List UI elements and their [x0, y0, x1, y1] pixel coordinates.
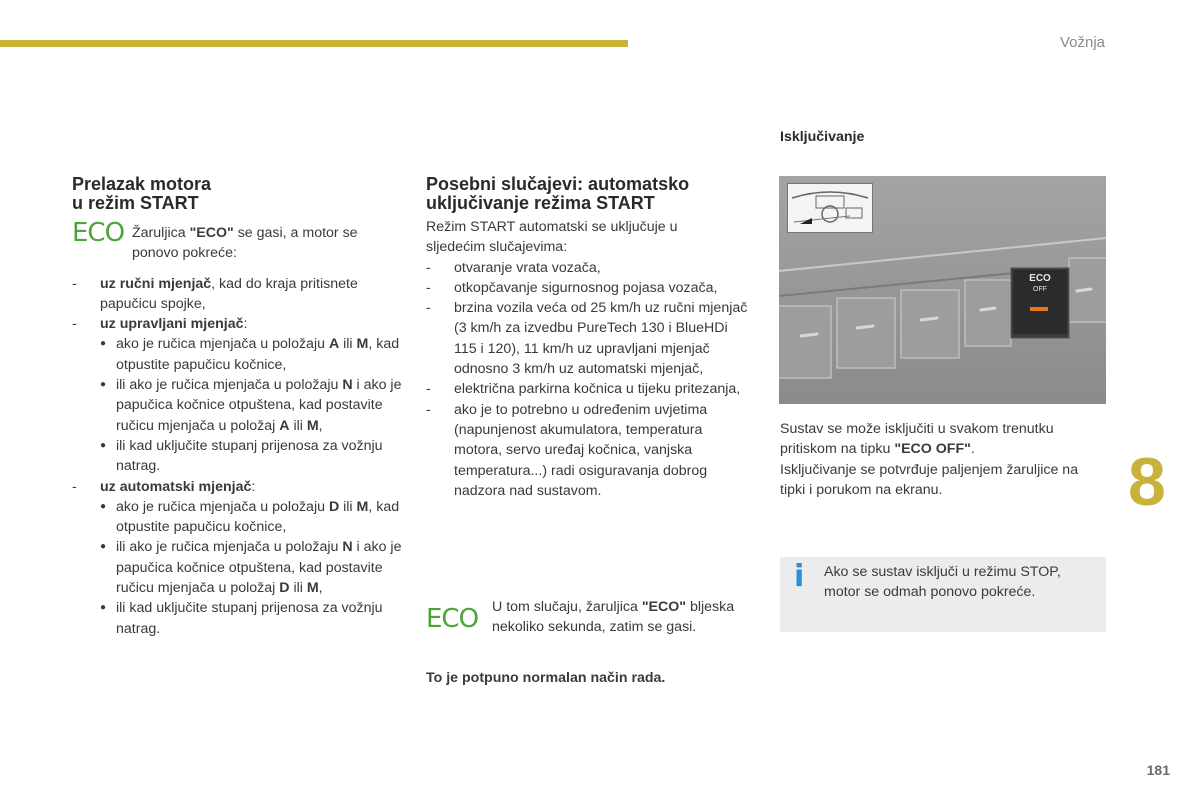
list-item — [100, 497, 402, 538]
title-line: Prelazak motora — [72, 174, 212, 194]
normal-operation-note — [426, 668, 665, 688]
text: , kad do kraja pritisnete papučicu spojke, — [100, 275, 358, 312]
list-item — [100, 334, 402, 375]
list-item — [100, 537, 402, 598]
text: ili — [339, 336, 357, 353]
bold-text: "ECO" — [189, 225, 234, 241]
text: , kad otpustite papučicu kočnice, — [116, 498, 400, 536]
text: ili — [289, 580, 307, 597]
bold-text: "ECO" — [641, 599, 687, 615]
text: . — [970, 441, 975, 458]
bold-text: D — [279, 580, 290, 597]
bold-text: N — [342, 539, 353, 556]
start-conditions-list — [72, 274, 402, 639]
text: ili — [339, 498, 357, 515]
bold-text: N — [342, 377, 353, 394]
header-accent-bar — [0, 40, 628, 47]
eco-notice-text — [132, 223, 387, 264]
text: se gasi, a motor se ponovo pokreće: — [132, 225, 358, 262]
info-box — [780, 557, 1106, 632]
eco-notice — [72, 218, 402, 264]
dashboard-location-thumbnail — [787, 183, 873, 233]
text: bljeska nekoliko sekunda, zatim se gasi. — [492, 599, 735, 636]
bold-text: M — [306, 580, 319, 597]
text: i ako je papučica kočnice otpuštena, kad postavite ručicu mjenjača u položaj — [116, 539, 402, 597]
title-line: u režim START — [72, 193, 199, 213]
sub-list — [100, 334, 402, 476]
bold-text: uz upravljani mjenjač — [100, 316, 244, 333]
list-item — [100, 598, 402, 639]
special-cases-list — [426, 258, 751, 502]
list-item: - otvaranje vrata vozača, — [426, 258, 751, 278]
bold-text: D — [328, 498, 340, 515]
text: , kad otpustite papučicu kočnice, — [116, 336, 400, 373]
list-item — [72, 274, 402, 315]
column-special-cases — [426, 175, 751, 501]
eco-blink-text — [492, 597, 737, 638]
info-text: Ako se sustav isključi u režimu STOP, motor se odmah ponovo pokreće. — [824, 564, 1061, 601]
dashboard-thumbnail-icon — [788, 184, 872, 232]
section-title-start — [72, 175, 402, 213]
eco-indicator-icon: ECO — [426, 604, 479, 634]
text: ili ako je ručica mjenjača u položaju — [116, 377, 343, 394]
eco-blink-notice — [426, 597, 746, 638]
intro-text: Režim START automatski se uključuje u sljedećim slučajevima: — [426, 219, 678, 256]
eco-off-description — [780, 419, 1100, 500]
sub-list — [100, 497, 402, 639]
text: ako je ručica mjenjača u položaju — [116, 336, 329, 353]
text: To je potpuno normalan način rada. — [426, 670, 666, 686]
text: ili — [289, 417, 307, 434]
eco-button-label: ECO — [1029, 273, 1051, 284]
section-title-special — [426, 175, 751, 213]
section-name: Vožnja — [1059, 34, 1105, 51]
title-line: Posebni slučajevi: automatsko — [426, 174, 690, 194]
chapter-number: 8 — [1128, 444, 1166, 520]
bold-text: A — [279, 417, 290, 434]
text: Sustav se može isključiti u svakom trenutku pritiskom na tipku — [780, 421, 1054, 458]
bold-text: M — [356, 336, 369, 353]
list-item: - električna parkirna kočnica u tijeku pritezanja, — [426, 379, 751, 399]
text: , — [318, 580, 323, 597]
bold-text: A — [328, 336, 340, 353]
bold-text: uz automatski mjenjač — [100, 478, 252, 495]
description-paragraph — [780, 419, 1100, 460]
eco-indicator-icon: ECO — [72, 218, 125, 248]
text: U tom slučaju, žaruljica — [492, 599, 642, 615]
bold-text: "ECO OFF" — [894, 441, 971, 458]
text: : — [251, 478, 256, 495]
text: : — [243, 316, 248, 333]
list-item — [100, 436, 402, 477]
list-item: - otkopčavanje sigurnosnog pojasa vozača, — [426, 278, 751, 298]
column-start-mode — [72, 175, 402, 639]
section-title-off: Isključivanje — [780, 129, 865, 145]
description-paragraph: Isključivanje se potvrđuje paljenjem žaruljice na tipki i porukom na ekranu. — [780, 461, 1079, 498]
off-button-label: OFF — [1033, 286, 1047, 293]
page-number: 181 — [1146, 762, 1170, 778]
info-icon: i — [794, 559, 805, 594]
list-item — [72, 477, 402, 639]
text: Žaruljica — [132, 225, 190, 241]
list-item: - ako je to potrebno u određenim uvjetima (napunjenost akumulatora, temperatura motora, servo uređaj kočnica, vanjska temperatura...) radi osiguravanja dobrog nadzora nad sustavom. — [426, 400, 751, 501]
eco-off-button-photo — [779, 176, 1106, 404]
text: ako je ručica mjenjača u položaju — [116, 498, 329, 515]
bold-text: M — [306, 417, 319, 434]
text: i ako je papučica kočnice otpuštena, kad postavite ručicu mjenjača u položaj — [116, 377, 402, 434]
bold-text: uz ručni mjenjač — [100, 275, 212, 292]
text: ili kad uključite stupanj prijenosa za vožnju natrag. — [116, 600, 383, 637]
bold-text: M — [356, 498, 369, 515]
text: , — [318, 417, 323, 434]
text: ili kad uključite stupanj prijenosa za vožnju natrag. — [116, 437, 383, 475]
list-item: - brzina vozila veća od 25 km/h uz ručni mjenjač (3 km/h za izvedbu PureTech 130 i BlueHDi 115 i 120), 11 km/h uz upravljani mjenjač odnosno 3 km/h uz automatski mjenjač, — [426, 298, 751, 379]
title-line: uključivanje režima START — [426, 193, 655, 213]
list-item — [100, 375, 402, 436]
list-item — [72, 314, 402, 476]
text: ili ako je ručica mjenjača u položaju — [116, 539, 343, 556]
